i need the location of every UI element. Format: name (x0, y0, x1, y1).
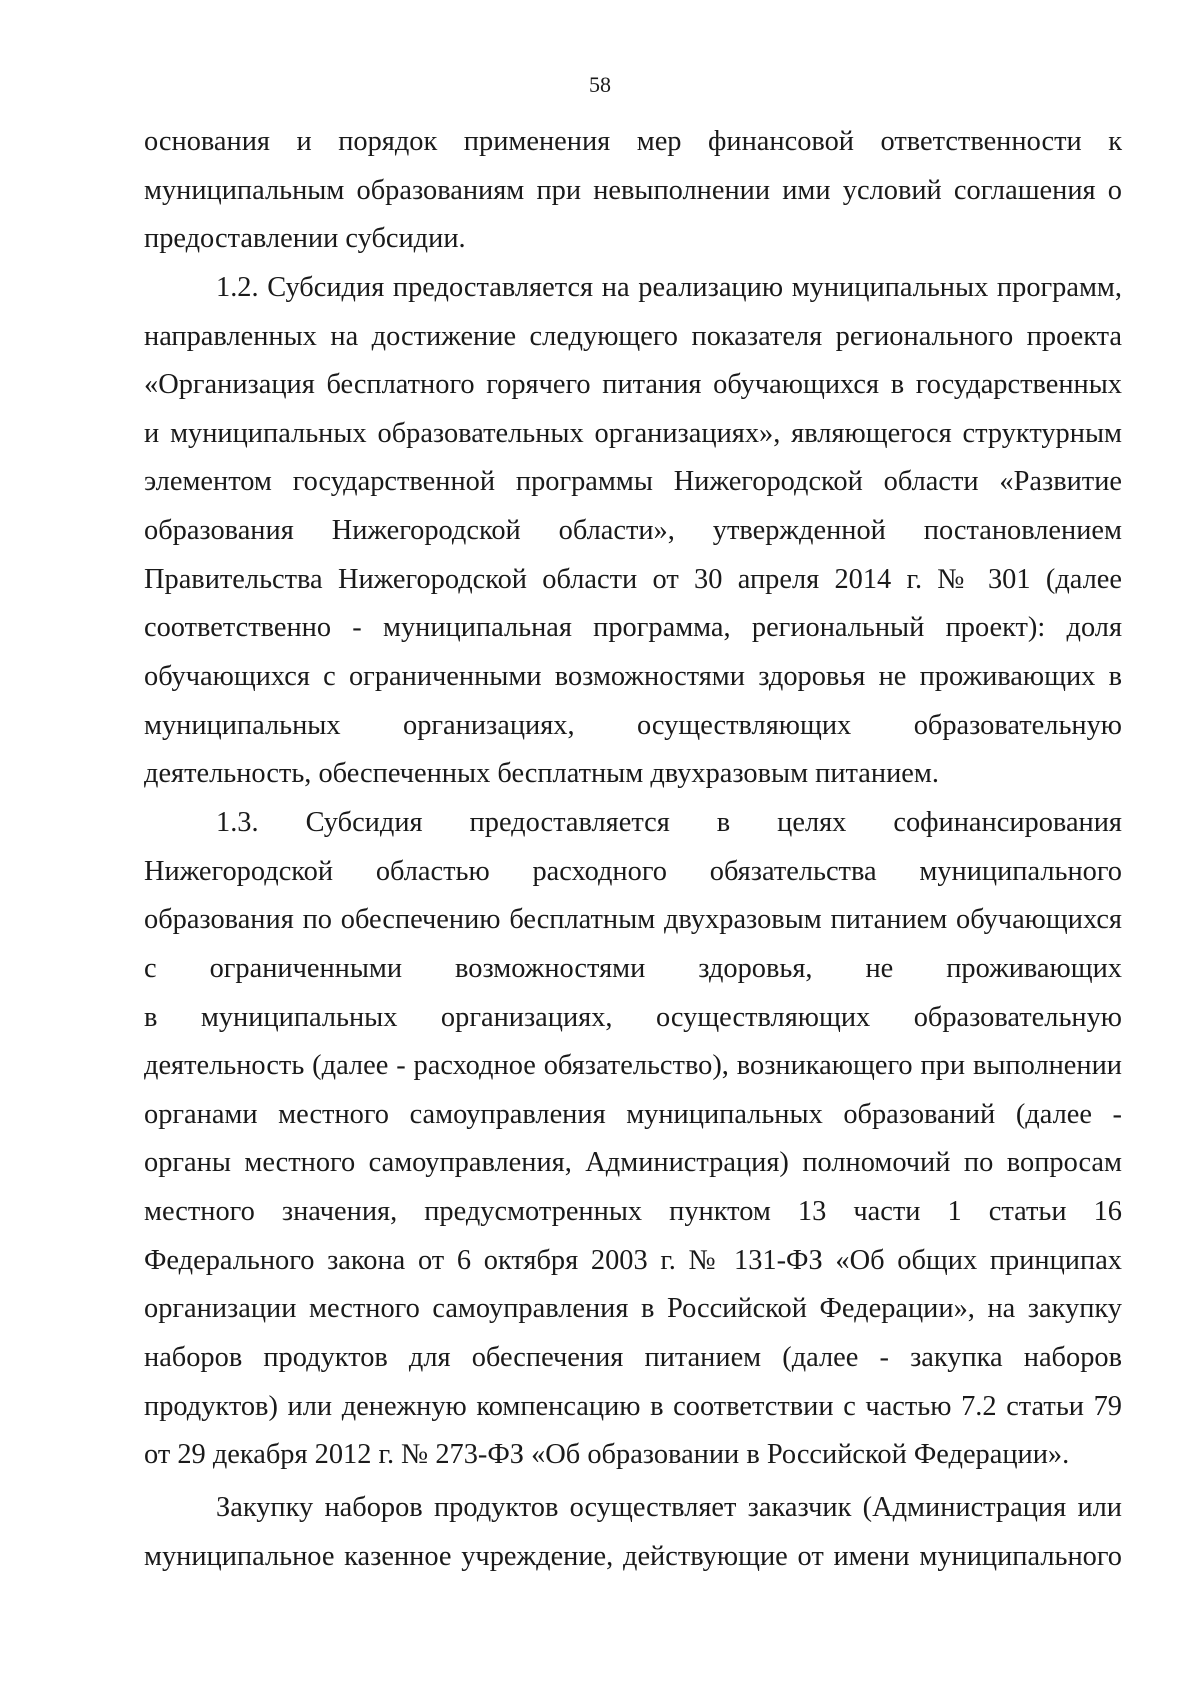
document-body (144, 118, 1122, 1581)
paragraph-1-2-first-line: 1.2. Субсидия предоставляется на реализацию муниципальных программ, (216, 271, 1122, 303)
text-line: Правительства Нижегородской области от 30 апреля 2014 г. № 301 (далее (144, 563, 1122, 595)
text-line: предоставлении субсидии. (144, 223, 466, 255)
text-line: организации местного самоуправления в Российской Федерации», на закупку (144, 1293, 1122, 1325)
text-line: муниципальных организациях, осуществляющих образовательную (144, 709, 1122, 741)
text-line: Федерального закона от 6 октября 2003 г. № 131-ФЗ «Об общих принципах (144, 1244, 1122, 1276)
text-line: деятельность, обеспеченных бесплатным двухразовым питанием. (144, 758, 939, 790)
text-line: от 29 декабря 2012 г. № 273-ФЗ «Об образовании в Российской Федерации». (144, 1439, 1070, 1471)
text-line: и муниципальных образовательных организациях», являющегося структурным (144, 417, 1122, 449)
text-line: основания и порядок применения мер финансовой ответственности к (144, 126, 1122, 157)
page-number: 58 (589, 72, 611, 97)
text-line: образования Нижегородской области», утвержденной постановлением (144, 515, 1122, 547)
text-line: органы местного самоуправления, Администрация) полномочий по вопросам (144, 1147, 1122, 1179)
text-line: образования по обеспечению бесплатным двухразовым питанием обучающихся (144, 904, 1122, 936)
text-line: деятельность (далее - расходное обязательство), возникающего при выполнении (144, 1050, 1122, 1082)
text-line: муниципальное казенное учреждение, действующие от имени муниципального (144, 1540, 1122, 1572)
text-line: продуктов) или денежную компенсацию в соответствии с частью 7.2 статьи 79 (144, 1390, 1122, 1422)
text-line: органами местного самоуправления муниципальных образований (далее - (144, 1098, 1122, 1130)
text-line: наборов продуктов для обеспечения питанием (далее - закупка наборов (144, 1342, 1122, 1374)
text-line: муниципальным образованиям при невыполнении ими условий соглашения о (144, 174, 1122, 206)
text-line: направленных на достижение следующего показателя регионального проекта (144, 320, 1122, 352)
paragraph-1-3-first-line: 1.3. Субсидия предоставляется в целях софинансирования (216, 806, 1122, 838)
text-line: местного значения, предусмотренных пунктом 13 части 1 статьи 16 (144, 1196, 1122, 1228)
text-line: с ограниченными возможностями здоровья, не проживающих (144, 952, 1122, 984)
text-line: соответственно - муниципальная программа, региональный проект): доля (144, 612, 1122, 644)
text-line: элементом государственной программы Нижегородской области «Развитие (144, 466, 1122, 498)
text-line: в муниципальных организациях, осуществляющих образовательную (144, 1001, 1122, 1033)
text-line: «Организация бесплатного горячего питания обучающихся в государственных (144, 369, 1122, 401)
text-line: Нижегородской областью расходного обязательства муниципального (144, 855, 1122, 887)
paragraph-procurement-first-line: Закупку наборов продуктов осуществляет заказчик (Администрация или (216, 1491, 1122, 1523)
text-line: обучающихся с ограниченными возможностями здоровья не проживающих в (144, 661, 1122, 693)
